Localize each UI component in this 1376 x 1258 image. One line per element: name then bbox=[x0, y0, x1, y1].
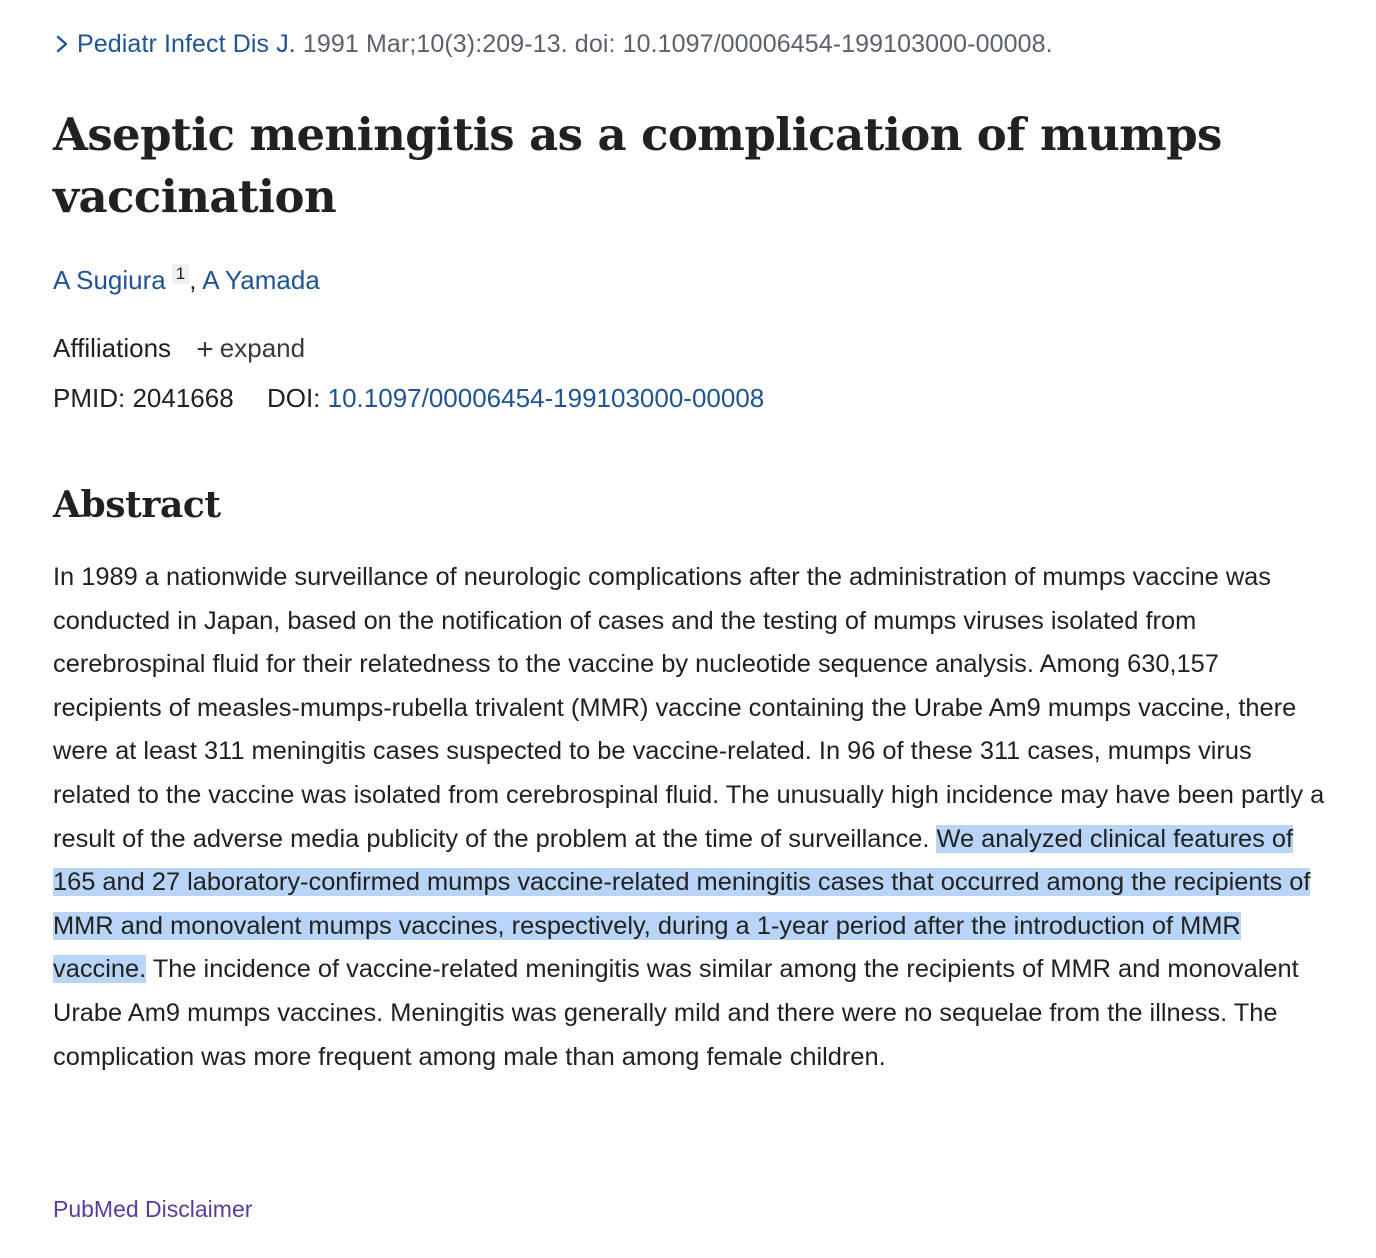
abstract-text-end: The incidence of vaccine-related meningitis was similar among the recipients of MMR and monovalent Urabe Am9 mumps vaccines. Meningitis was generally mild and there were no sequelae from the illness. The complication was more frequent among male than among female children. bbox=[53, 955, 1299, 1071]
doi-label: DOI: bbox=[266, 383, 321, 413]
abstract-heading: Abstract bbox=[53, 484, 221, 526]
article-identifiers bbox=[53, 383, 764, 414]
author-separator: , bbox=[189, 265, 203, 295]
affiliations-expand-button[interactable] bbox=[196, 333, 306, 366]
pmid-value: 2041668 bbox=[132, 383, 234, 413]
citation-details: 1991 Mar;10(3):209-13. doi: 10.1097/00006454-199103000-00008. bbox=[302, 30, 1053, 58]
affiliations-row bbox=[53, 333, 305, 367]
affiliations-label: Affiliations bbox=[53, 333, 172, 363]
pmid-label: PMID: bbox=[53, 383, 126, 413]
plus-icon: + bbox=[196, 333, 214, 366]
abstract-text[interactable] bbox=[53, 556, 1325, 1079]
author-list bbox=[53, 264, 320, 296]
journal-link[interactable]: Pediatr Infect Dis J. bbox=[77, 30, 296, 58]
highlighted-selection: We analyzed clinical features of 165 and 27 laboratory-confirmed mumps vaccine-related meningitis cases that occurred among the recipients of MMR and monovalent mumps vaccines, respectively, during a 1-year period after the introduction of MMR vaccine. bbox=[53, 824, 1311, 984]
pubmed-disclaimer-link[interactable]: PubMed Disclaimer bbox=[53, 1196, 253, 1222]
chevron-right-icon[interactable] bbox=[55, 30, 77, 59]
affiliation-ref[interactable]: 1 bbox=[172, 264, 189, 284]
doi-link[interactable]: 10.1097/00006454-199103000-00008 bbox=[327, 383, 765, 413]
abstract-text-start: In 1989 a nationwide surveillance of neurologic complications after the administration of mumps vaccine was conducted in Japan, based on the notification of cases and the testing of mumps viruses isolated from cerebrospinal fluid for their relatedness to the vaccine by nucleotide sequence analysis. Among 630,157 recipients of measles-mumps-rubella trivalent (MMR) vaccine containing the Urabe Am9 mumps vaccine, there were at least 311 meningitis cases suspected to be vaccine-related. In 96 of these 311 cases, mumps virus related to the vaccine was isolated from cerebrospinal fluid. The unusually high incidence may have been partly a result of the adverse media publicity of the problem at the time of surveillance. bbox=[53, 563, 1325, 853]
author-link[interactable]: A Sugiura bbox=[53, 265, 166, 295]
journal-citation bbox=[53, 30, 1053, 59]
author-link[interactable]: A Yamada bbox=[202, 265, 320, 295]
article-title: Aseptic meningitis as a complication of mumps vaccination bbox=[53, 108, 1222, 223]
expand-label: expand bbox=[219, 333, 306, 363]
